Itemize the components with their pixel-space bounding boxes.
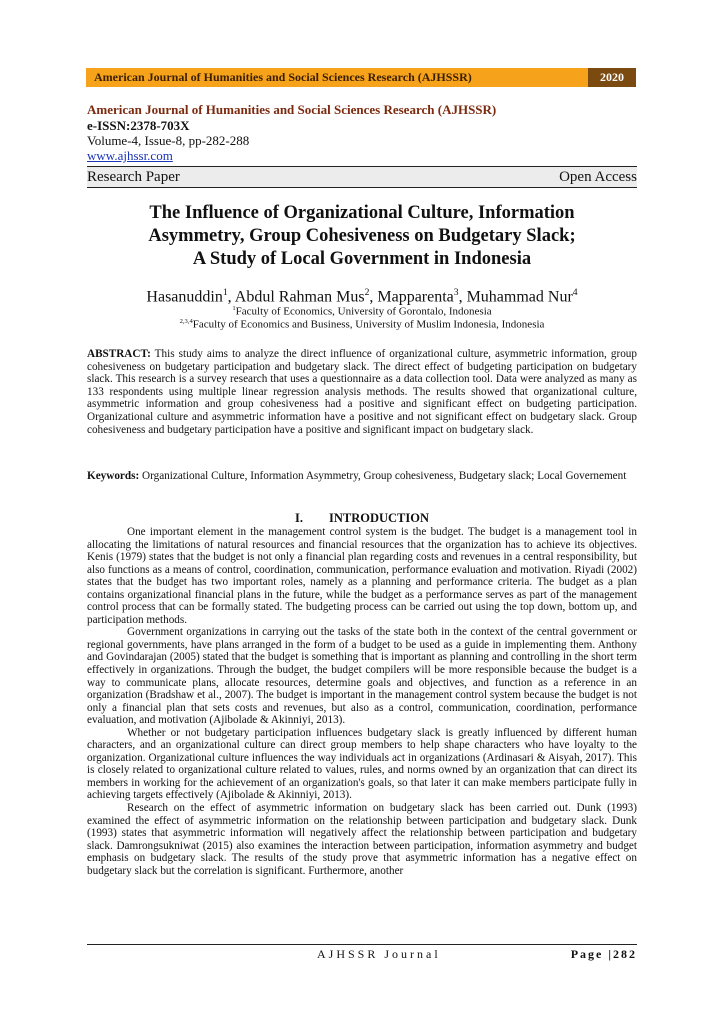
paragraph: One important element in the management control system is the budget. The budget is a management tool in allocating the limitations of natural resources and financial resources that the organization has to achieve its objectives. Kenis (1979) states that the budget is not only a financial plan regarding costs and revenues in a central responsibility, but also functions as a means of control, coordination, communication, performance evaluation and motivation. Riyadi (2002) states that the budget has two important roles, namely as a planning and performance criteria. The budget as a plan contains organizational financial plans in the future, while the budget as a performance serves as part of the management control process that can be formally stated. The budgeting process can be carried out using the top down, bottom up, and participation methods. bbox=[87, 526, 637, 626]
banner-year: 2020 bbox=[588, 68, 636, 87]
paragraph: Whether or not budgetary participation influences budgetary slack is greatly influenced by different human characters, and an organizational culture can direct group members to help shape characters who have loyalty to the organization. Organizational culture influences the way individuals act in organizations (Ardinasari & Aisyah, 2017). This is closely related to organizational culture related to values, rules, and norms owned by an organization that can direct its members in working for the achievement of an organization's goals, so that later it can make members participate fully in achieving targets effectively (Ajibolade & Akinniyi, 2013). bbox=[87, 726, 637, 802]
section-number: I. bbox=[294, 511, 303, 525]
title-line: The Influence of Organizational Culture, Information bbox=[149, 203, 575, 223]
body-text bbox=[87, 526, 637, 877]
affiliation-text: Faculty of Economics, University of Gorontalo, Indonesia bbox=[235, 305, 492, 318]
author-name: Abdul Rahman Mus bbox=[234, 288, 365, 306]
paragraph: Research on the effect of asymmetric information on budgetary slack has been carried out. Dunk (1993) examined the effect of asymmetric information on the relationship between participation and budgetary slack. Dunk (1993) states that asymmetric information will negatively affect the relationship between participation and budgetary slack. Damrongsukniwat (2015) also examines the interaction between participation, information asymmetry and budget emphasis on budgetary slack. The results of the study prove that asymmetric information has a negative effect on budgetary slack but the correlation is significant. Furthermore, another bbox=[87, 802, 637, 877]
abstract-label: ABSTRACT: bbox=[87, 348, 151, 360]
keywords-text: Organizational Culture, Information Asymmetry, Group cohesiveness, Budgetary slack; Local Governement bbox=[139, 470, 627, 482]
page-number-value: 282 bbox=[613, 947, 637, 961]
page-label: Page | bbox=[570, 947, 613, 961]
journal-banner bbox=[86, 68, 636, 87]
journal-name: American Journal of Humanities and Social Sciences Research (AJHSSR) bbox=[87, 102, 497, 117]
keywords-label: Keywords: bbox=[87, 470, 140, 482]
author-affil-mark: 1 bbox=[222, 287, 228, 298]
access-type: Open Access bbox=[559, 168, 637, 185]
section-title: INTRODUCTION bbox=[328, 511, 429, 525]
author-affil-mark: 4 bbox=[572, 287, 578, 298]
author-name: Muhammad Nur bbox=[466, 288, 573, 306]
affiliation-mark: 1 bbox=[232, 305, 236, 312]
paper-type: Research Paper bbox=[87, 168, 180, 185]
paragraph: Government organizations in carrying out the tasks of the state both in the context of the central government or regional governments, have plans arranged in the form of a budget to be used as a guide in implementing them. Anthony and Govindarajan (2005) stated that the budget is something that is important as planning and controlling in the short term effectively in organizations. Through the budget, the budget compilers will be more responsible because the budget is a way to communicate plans, allocate resources, determine goals and objectives, and function as a reference in an organization (Bradshaw et al., 2007). The budget is important in the management control system because the budget is not only a financial plan that sets costs and revenues, but also as a control, communication, coordination, performance evaluation, and motivation (Ajibolade & Akinniyi, 2013). bbox=[87, 626, 637, 727]
abstract bbox=[87, 348, 637, 436]
issn: e-ISSN:2378-703X bbox=[87, 118, 190, 133]
paper-type-bar bbox=[87, 166, 637, 188]
journal-url-link[interactable]: www.ajhssr.com bbox=[87, 148, 173, 163]
banner-journal-title: American Journal of Humanities and Social Sciences Research (AJHSSR) bbox=[94, 70, 472, 84]
author-affil-mark: 3 bbox=[453, 287, 459, 298]
keywords bbox=[87, 470, 637, 483]
title-line: Asymmetry, Group Cohesiveness on Budgetary Slack; bbox=[148, 226, 576, 246]
journal-meta bbox=[87, 102, 637, 163]
affiliation-text: Faculty of Economics and Business, University of Muslim Indonesia, Indonesia bbox=[192, 318, 545, 331]
affiliation bbox=[87, 318, 637, 331]
page-number bbox=[571, 947, 637, 962]
author-name: Hasanuddin bbox=[146, 288, 223, 306]
paper-title bbox=[87, 202, 637, 271]
affiliation bbox=[87, 305, 637, 318]
author-list: Hasanuddin$^1$, Abdul Rahman Mus$^2$, Mapparenta$^3$, Muhammad Nur$^4$ bbox=[146, 287, 578, 306]
abstract-text: This study aims to analyze the direct influence of organizational culture, asymmetric information, group cohesiveness on budgetary participation and budgetary slack. The direct effect of budgeting participation on budgetary slack. This research is a survey research that uses a questionnaire as a data collection tool. Data were analyzed as many as 133 respondents using multiple linear regression analysis methods. The results showed that organizational culture, asymmetric information and group cohesiveness had a positive and significant effect on budgeting participation. Organizational culture and asymmetric information have a positive and not significant effect on budgetary slack. Group cohesiveness and budgetary participation have a positive and significant impact on budgetary slack. bbox=[87, 348, 637, 436]
author-name: Mapparenta bbox=[377, 288, 454, 306]
affiliation-mark: 2,3,4 bbox=[179, 318, 193, 325]
title-line: A Study of Local Government in Indonesia bbox=[192, 249, 532, 269]
volume-issue: Volume-4, Issue-8, pp-282-288 bbox=[87, 133, 250, 148]
footer-journal: AJHSSR Journal bbox=[317, 947, 441, 961]
author-affil-mark: 2 bbox=[364, 287, 370, 298]
section-heading bbox=[87, 511, 637, 526]
page-footer bbox=[87, 944, 637, 962]
